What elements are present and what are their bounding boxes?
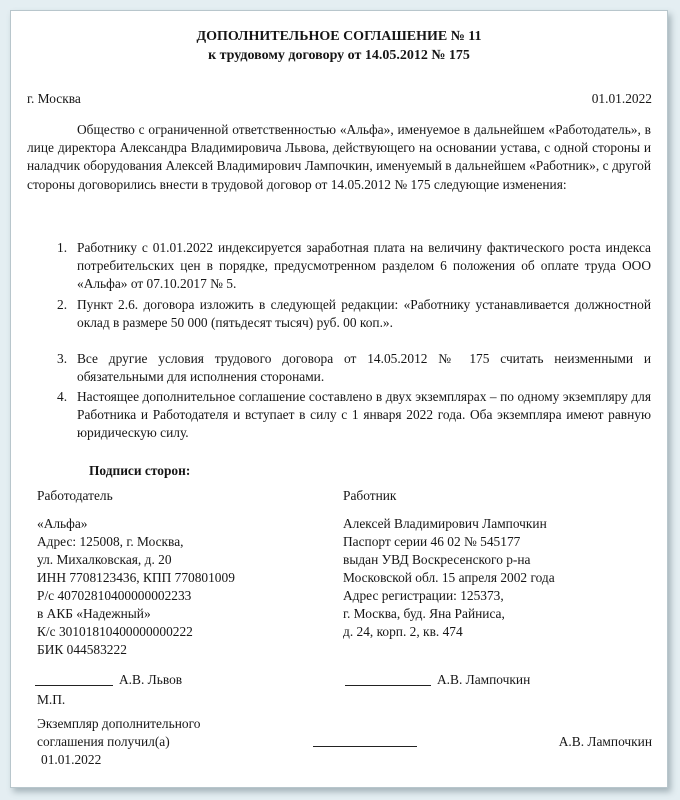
receipt-name: А.В. Лампочкин: [558, 734, 652, 749]
employee-signature-line: [345, 685, 431, 686]
item-text: Все другие условия трудового договора от 14.05.2012 № 175 считать неизменными и обязательными для исполнения сторонами.: [77, 351, 651, 385]
receipt-text: соглашения получил(а): [37, 734, 170, 749]
employee-signature-name: А.В. Лампочкин: [437, 672, 531, 687]
document-frame: [10, 10, 668, 788]
item-text: Работнику с 01.01.2022 индексируется заработная плата на величину фактического роста индекса потребительских цен в порядке, предусмотренном разделом 6 положения об оплате труда ООО «Альфа» от 07.10.2017 № 5.: [77, 240, 651, 292]
intro-paragraph: Общество с ограниченной ответственностью «Альфа», именуемое в дальнейшем «Работодатель», в лице директора Александра Владимировича Львова, действующего на основании устава, с одной стороны и наладчик оборудования Алексей Владимирович Лампочкин, именуемый в дальнейшем «Работник», с другой стороны договорились внести в трудовой договор от 14.05.2012 № 175 следующие изменения:: [27, 122, 651, 192]
employer-line: К/с 30101810400000000222: [37, 624, 193, 639]
document-title: ДОПОЛНИТЕЛЬНОЕ СОГЛАШЕНИЕ № 11: [196, 29, 482, 44]
employer-line: Р/с 40702810400000002233: [37, 588, 192, 603]
employer-line: «Альфа»: [37, 516, 88, 531]
employer-signature-name: А.В. Львов: [119, 672, 183, 687]
item-text: Пункт 2.6. договора изложить в следующей редакции: «Работнику устанавливается должностной оклад в размере 50 000 (пятьдесят тысяч) руб. 00 коп.».: [77, 297, 651, 331]
employee-line: Московской обл. 15 апреля 2002 года: [343, 570, 555, 585]
item-number: 3.: [57, 351, 68, 366]
employer-label: Работодатель: [37, 488, 113, 503]
employer-line: в АКБ «Надежный»: [37, 606, 151, 621]
employee-line: д. 24, корп. 2, кв. 474: [343, 624, 463, 639]
employee-line: Адрес регистрации: 125373,: [343, 588, 504, 603]
employer-line: ИНН 7708123436, КПП 770801009: [37, 570, 235, 585]
employer-signature-line: [35, 685, 113, 686]
agreement-document: [11, 11, 667, 787]
receipt-text: Экземпляр дополнительного: [37, 716, 201, 731]
employee-label: Работник: [343, 488, 397, 503]
item-number: 2.: [57, 297, 68, 312]
document-subtitle: к трудовому договору от 14.05.2012 № 175: [208, 48, 470, 63]
document-date: 01.01.2022: [591, 91, 652, 106]
employer-line: БИК 044583222: [37, 642, 127, 657]
employee-line: выдан УВД Воскресенского р-на: [343, 552, 531, 567]
signatures-heading: Подписи сторон:: [89, 463, 191, 478]
place: г. Москва: [27, 91, 81, 106]
stamp-placeholder: М.П.: [37, 692, 66, 707]
employer-line: Адрес: 125008, г. Москва,: [37, 534, 184, 549]
employee-line: г. Москва, буд. Яна Райниса,: [343, 606, 505, 621]
receipt-signature-line: [313, 746, 417, 747]
employee-line: Паспорт серии 46 02 № 545177: [343, 534, 521, 549]
item-text: Настоящее дополнительное соглашение составлено в двух экземплярах – по одному экземпляру для Работника и Работодателя и вступает в силу с 1 января 2022 года. Оба экземпляра имеют равную юридическую силу.: [77, 389, 651, 441]
item-number: 1.: [57, 240, 68, 255]
employee-line: Алексей Владимирович Лампочкин: [343, 516, 547, 531]
item-number: 4.: [57, 389, 68, 404]
receipt-date: 01.01.2022: [41, 752, 102, 767]
employer-line: ул. Михалковская, д. 20: [37, 552, 172, 567]
